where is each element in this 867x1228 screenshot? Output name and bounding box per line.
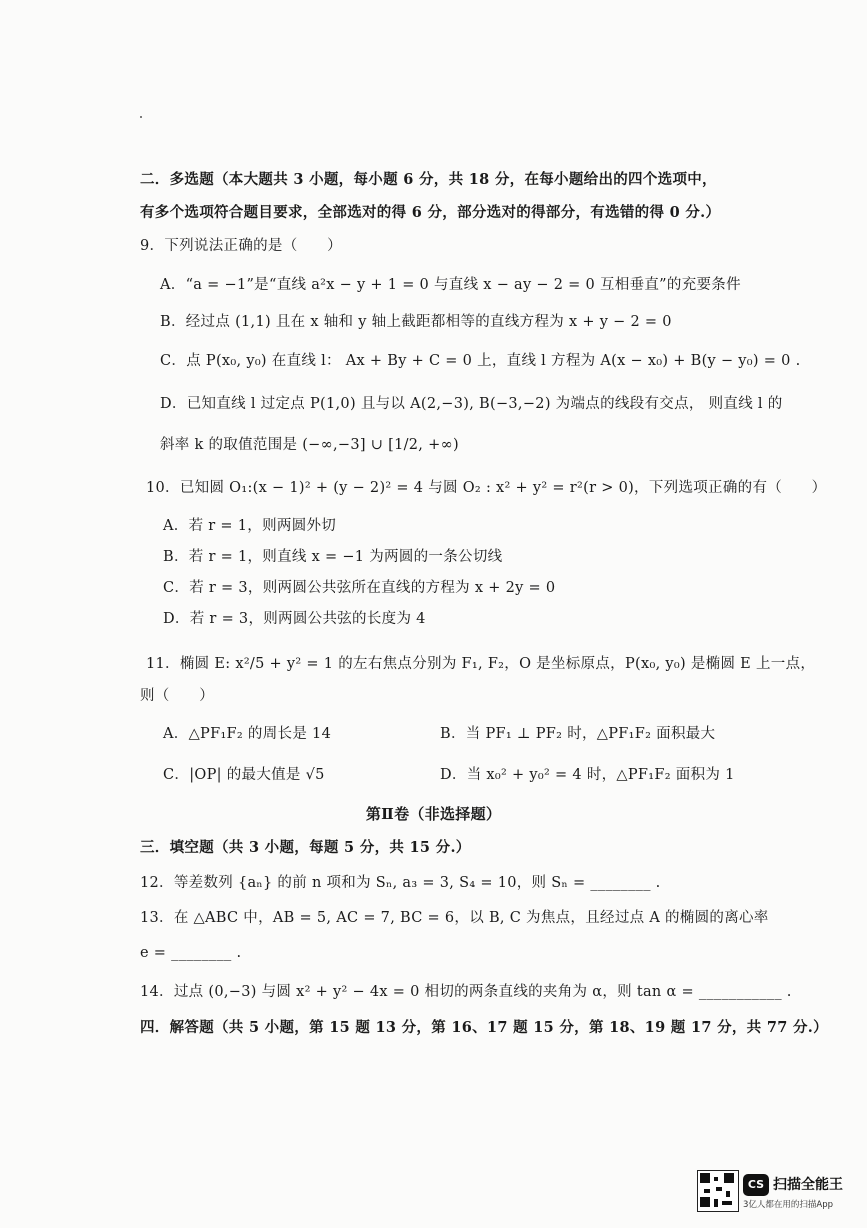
- q10-stem: 10．已知圆 O₁:(x − 1)² + (y − 2)² = 4 与圆 O₂ : x² + y² = r²(r > 0)，下列选项正确的有（ ）: [146, 480, 827, 496]
- scan-speck: [140, 116, 142, 118]
- q11-option-d: D．当 x₀² + y₀² = 4 时，△PF₁F₂ 面积为 1: [440, 767, 735, 783]
- q9-option-a: A．“a = −1”是“直线 a²x − y + 1 = 0 与直线 x − ay − 2 = 0 互相垂直”的充要条件: [160, 277, 741, 293]
- q9-option-d-line2: 斜率 k 的取值范围是 (−∞,−3] ∪ [1/2, +∞): [160, 437, 459, 453]
- section2-header-line2: 有多个选项符合题目要求，全部选对的得 6 分，部分选对的得部分，有选错的得 0 分.）: [140, 204, 721, 221]
- q10-option-c: C．若 r = 3，则两圆公共弦所在直线的方程为 x + 2y = 0: [163, 580, 556, 596]
- q14: 14．过点 (0,−3) 与圆 x² + y² − 4x = 0 相切的两条直线的夹角为 α，则 tan α = ___________ .: [140, 984, 792, 1000]
- q11-option-c: C．|OP| 的最大值是 √5: [163, 767, 325, 783]
- qr-code-icon: [697, 1170, 739, 1212]
- q13: 13．在 △ABC 中，AB = 5, AC = 7, BC = 6，以 B, C 为焦点，且经过点 A 的椭圆的离心率: [140, 910, 769, 926]
- q10-option-a: A．若 r = 1，则两圆外切: [163, 518, 337, 534]
- q13-answer-line: e = ________ .: [140, 945, 242, 961]
- section3-header: 三．填空题（共 3 小题，每题 5 分，共 15 分.）: [140, 839, 471, 856]
- part2-title: 第Ⅱ卷（非选择题）: [365, 805, 502, 823]
- brand-name: 扫描全能王: [773, 1177, 843, 1193]
- q11-option-a: A．△PF₁F₂ 的周长是 14: [163, 726, 332, 742]
- q9-option-c: C．点 P(x₀, y₀) 在直线 l： Ax + By + C = 0 上，直线 l 方程为 A(x − x₀) + B(y − y₀) = 0 .: [160, 353, 801, 369]
- q11-stem-cont: 则（ ）: [140, 688, 214, 704]
- scanner-watermark: [697, 1170, 857, 1216]
- q9-stem: 9．下列说法正确的是（ ）: [140, 238, 342, 254]
- q11-option-b: B．当 PF₁ ⊥ PF₂ 时，△PF₁F₂ 面积最大: [440, 726, 716, 742]
- q10-option-b: B．若 r = 1，则直线 x = −1 为两圆的一条公切线: [163, 549, 503, 565]
- q12: 12．等差数列 {aₙ} 的前 n 项和为 Sₙ, a₃ = 3, S₄ = 10，则 Sₙ = ________ .: [140, 875, 661, 891]
- q9-option-d-line1: D．已知直线 l 过定点 P(1,0) 且与以 A(2,−3), B(−3,−2) 为端点的线段有交点， 则直线 l 的: [160, 396, 783, 412]
- q9-option-b: B．经过点 (1,1) 且在 x 轴和 y 轴上截距都相等的直线方程为 x + y − 2 = 0: [160, 314, 672, 330]
- brand-tagline: 3亿人都在用的扫描App: [743, 1200, 834, 1210]
- q11-stem: 11．椭圆 E: x²/5 + y² = 1 的左右焦点分别为 F₁, F₂，O 是坐标原点，P(x₀, y₀) 是椭圆 E 上一点，: [146, 656, 816, 672]
- q10-option-d: D．若 r = 3，则两圆公共弦的长度为 4: [163, 611, 426, 627]
- section2-header-line1: 二．多选题（本大题共 3 小题，每小题 6 分，共 18 分，在每小题给出的四个选项中，: [140, 171, 717, 188]
- section4-header: 四．解答题（共 5 小题，第 15 题 13 分，第 16、17 题 15 分，第 18、19 题 17 分，共 77 分.）: [140, 1019, 828, 1036]
- camscanner-logo: CS: [743, 1174, 769, 1196]
